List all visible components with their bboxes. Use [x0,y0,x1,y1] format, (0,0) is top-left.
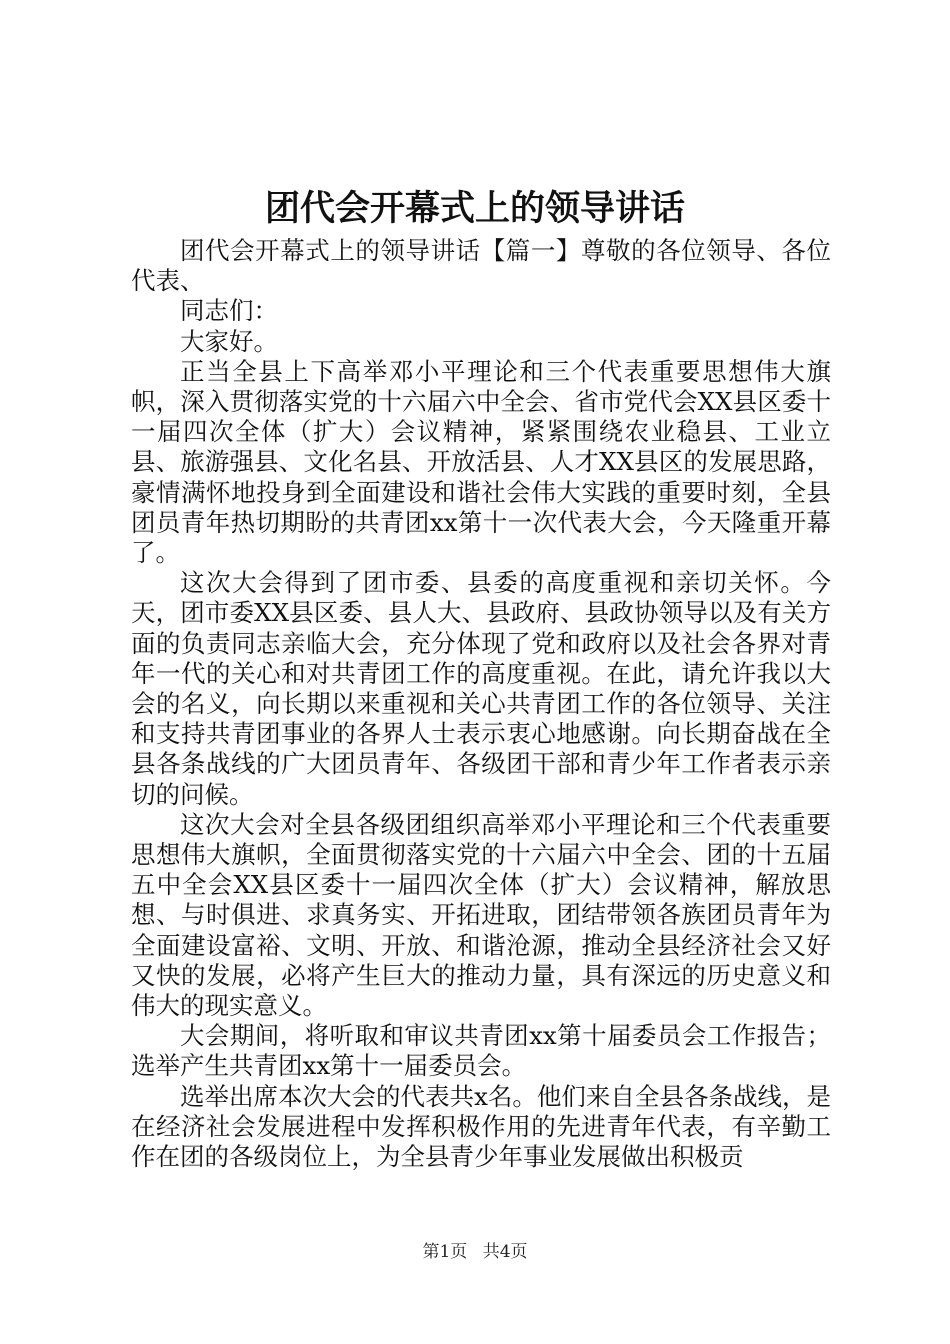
paragraph: 大会期间，将听取和审议共青团xx第十届委员会工作报告；选举产生共青团xx第十一届委员会。 [131,1021,831,1081]
page-number: 第1页 [422,1242,468,1262]
page-footer [0,1240,950,1264]
paragraph: 团代会开幕式上的领导讲话【篇一】尊敬的各位领导、各位代表、 [131,236,831,296]
page-total: 共4页 [482,1242,528,1262]
document-body [131,236,831,1172]
document-title: 团代会开幕式上的领导讲话 [264,188,685,229]
paragraph: 正当全县上下高举邓小平理论和三个代表重要思想伟大旗帜，深入贯彻落实党的十六届六中全会、省市党代会XX县区委十一届四次全体（扩大）会议精神，紧紧围绕农业稳县、工业立县、旅游强县、文化名县、开放活县、人才XX县区的发展思路，豪情满怀地投身到全面建设和谐社会伟大实践的重要时刻，全县团员青年热切期盼的共青团xx第十一次代表大会，今天隆重开幕了。 [131,356,831,568]
paragraph: 这次大会对全县各级团组织高举邓小平理论和三个代表重要思想伟大旗帜，全面贯彻落实党的十六届六中全会、团的十五届五中全会XX县区委十一届四次全体（扩大）会议精神，解放思想、与时俱进、求真务实、开拓进取，团结带领各族团员青年为全面建设富裕、文明、开放、和谐沧源，推动全县经济社会又好又快的发展，必将产生巨大的推动力量，具有深远的历史意义和伟大的现实意义。 [131,809,831,1021]
paragraph: 这次大会得到了团市委、县委的高度重视和亲切关怀。今天，团市委XX县区委、县人大、县政府、县政协领导以及有关方面的负责同志亲临大会，充分体现了党和政府以及社会各界对青年一代的关心和对共青团工作的高度重视。在此，请允许我以大会的名义，向长期以来重视和关心共青团工作的各位领导、关注和支持共青团事业的各界人士表示衷心地感谢。向长期奋战在全县各条战线的广大团员青年、各级团干部和青少年工作者表示亲切的问候。 [131,568,831,809]
paragraph: 大家好。 [180,326,278,356]
paragraph: 选举出席本次大会的代表共x名。他们来自全县各条战线，是在经济社会发展进程中发挥积极作用的先进青年代表，有辛勤工作在团的各级岗位上，为全县青少年事业发展做出积极贡 [131,1081,831,1172]
paragraph: 同志们： [180,296,278,326]
